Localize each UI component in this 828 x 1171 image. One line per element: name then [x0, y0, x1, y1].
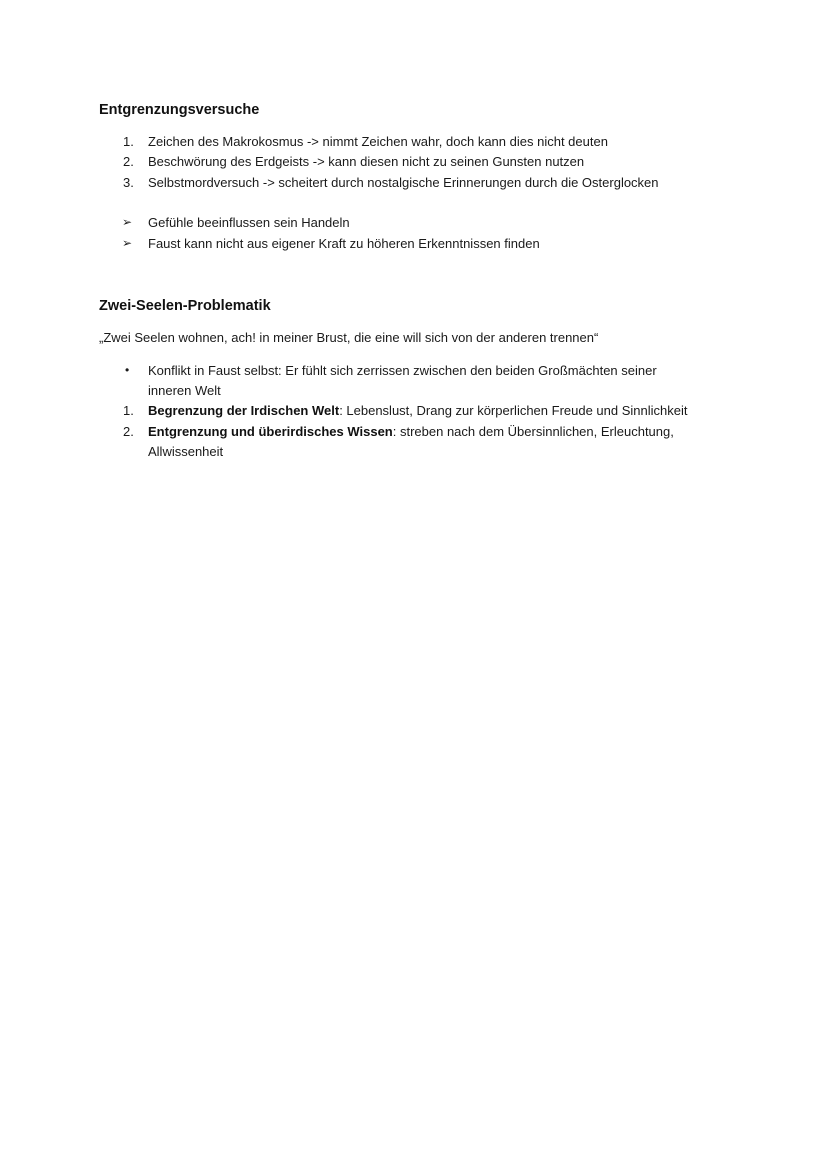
arrow-item-text: Faust kann nicht aus eigener Kraft zu höheren Erkenntnissen finden	[148, 236, 540, 251]
list-item-bold-term: Entgrenzung und überirdisches Wissen	[148, 424, 393, 439]
arrow-bullet-icon: ➢	[122, 236, 133, 250]
list-item-text-continuation: Allwissenheit	[148, 444, 224, 459]
bullet-item-text: Konflikt in Faust selbst: Er fühlt sich zerrissen zwischen den beiden Großmächten seiner	[148, 363, 657, 378]
list-item-text	[148, 423, 674, 440]
bullet-dot-icon: •	[125, 363, 130, 377]
section-heading-entgrenzungsversuche: Entgrenzungsversuche	[99, 102, 260, 118]
quote-text: „Zwei Seelen wohnen, ach! in meiner Brust, die eine will sich von der anderen trennen“	[99, 330, 599, 345]
arrow-item-text: Gefühle beeinflussen sein Handeln	[148, 215, 350, 230]
list-number: 1.	[123, 134, 134, 149]
list-item-text: Zeichen des Makrokosmus -> nimmt Zeichen wahr, doch kann dies nicht deuten	[148, 134, 608, 149]
list-number: 2.	[123, 154, 134, 169]
bullet-item-text-continuation: inneren Welt	[148, 383, 221, 398]
list-item-description: : Lebenslust, Drang zur körperlichen Freude und Sinnlichkeit	[339, 403, 688, 418]
list-item-description: : streben nach dem Übersinnlichen, Erleuchtung,	[392, 424, 674, 439]
list-number: 2.	[123, 424, 134, 439]
list-item-text	[148, 402, 688, 419]
section-heading-zwei-seelen-problematik: Zwei-Seelen-Problematik	[99, 298, 271, 314]
list-number: 3.	[123, 175, 134, 190]
list-item-text: Beschwörung des Erdgeists -> kann diesen nicht zu seinen Gunsten nutzen	[148, 154, 585, 169]
arrow-bullet-icon: ➢	[122, 215, 133, 229]
list-number: 1.	[123, 403, 134, 418]
list-item-bold-term: Begrenzung der Irdischen Welt	[148, 403, 340, 418]
list-item-text: Selbstmordversuch -> scheitert durch nostalgische Erinnerungen durch die Osterglocken	[148, 175, 659, 190]
